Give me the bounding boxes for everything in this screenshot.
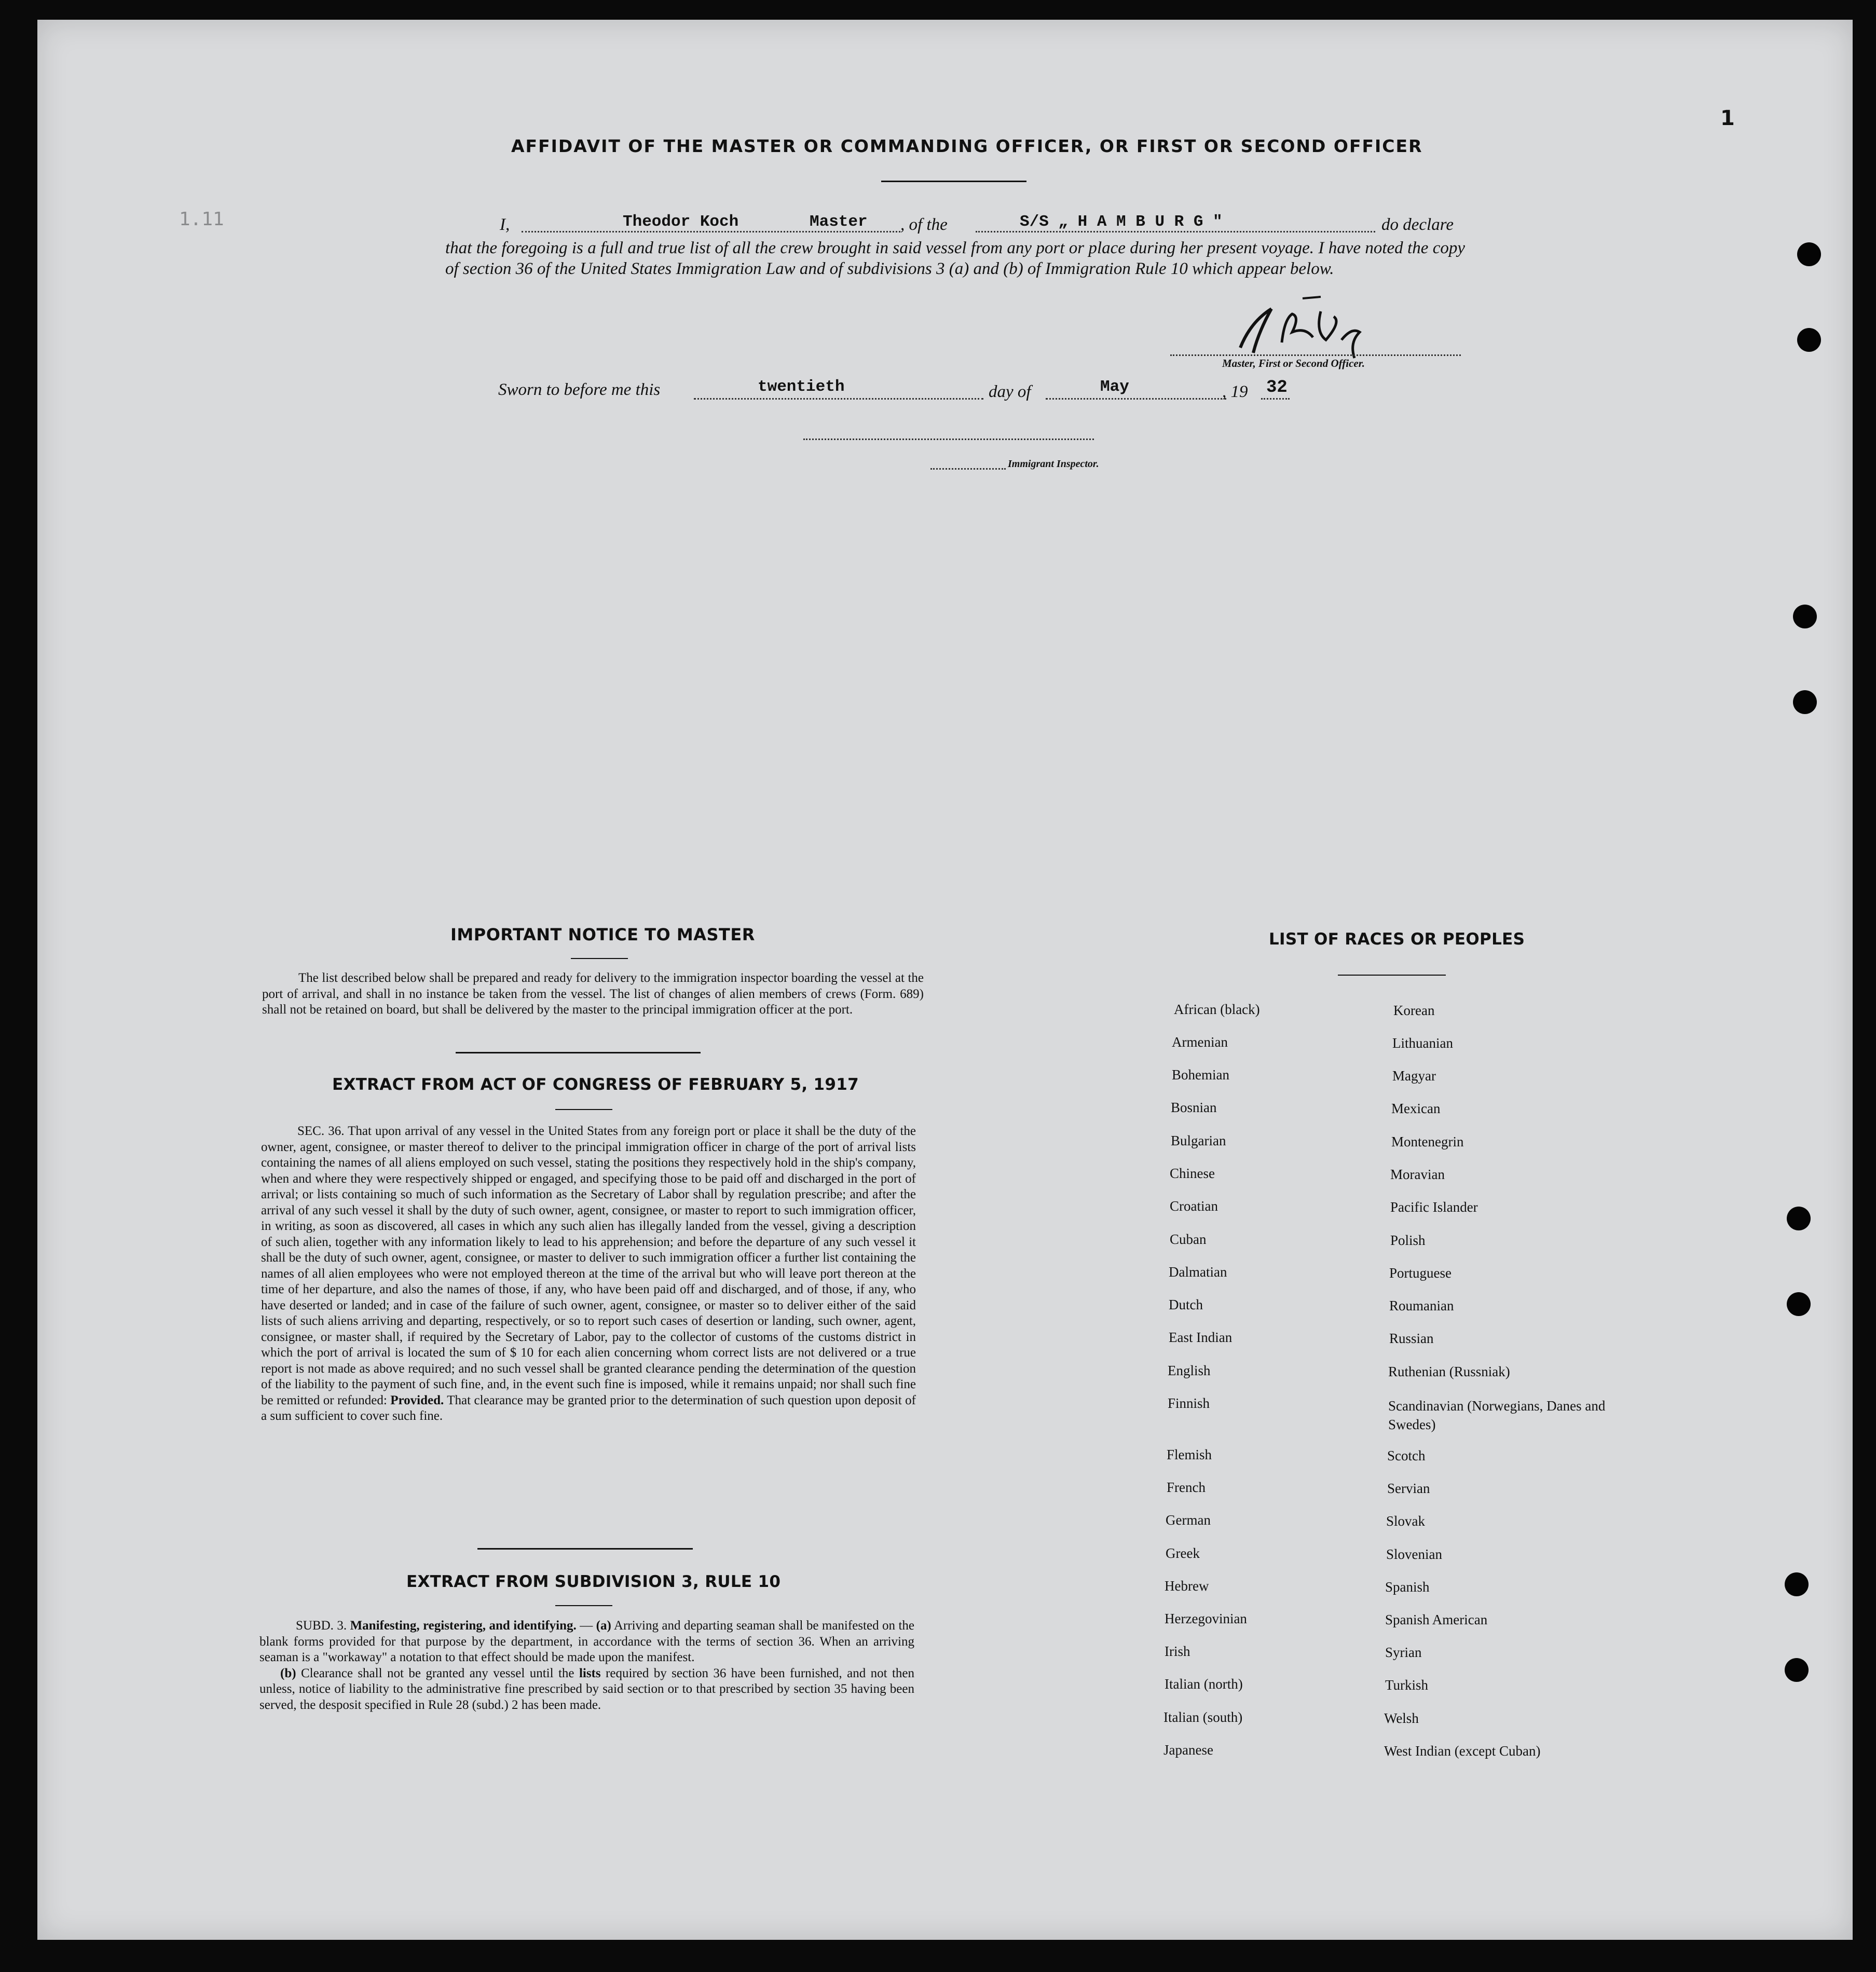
race-item: Armenian [1172,1034,1228,1050]
binder-hole [1797,242,1821,266]
race-item: Russian [1389,1331,1434,1346]
do-declare-label: do declare [1381,215,1454,234]
race-item: Mexican [1391,1101,1441,1116]
officer-signature [1222,291,1378,363]
race-item: Italian (south) [1163,1709,1243,1725]
race-item: Polish [1390,1232,1426,1248]
race-item: Syrian [1385,1645,1422,1660]
inspector-line-1 [803,439,1094,440]
rule-title: EXTRACT FROM SUBDIVISION 3, RULE 10 [406,1572,781,1591]
act-paragraph [261,1124,916,1425]
binder-hole [1793,605,1817,628]
b-text-1: Clearance shall not be granted any vessel until the [300,1666,574,1680]
race-item: Croatian [1170,1198,1218,1214]
notice-underline [571,958,628,959]
b-lists: lists [579,1666,601,1680]
act-block [261,1124,916,1425]
race-item: East Indian [1169,1330,1233,1345]
a-text: Arriving and departing seaman shall be manifested on the blank forms provided for that purpose by the department, in accordance with the terms of section 36. When an arriving seaman is a "workaway" a notation to that effect should be made upon the manifest. [259,1619,914,1664]
signature-line [1170,354,1461,356]
rule-a-paragraph [259,1618,914,1666]
officer-line [522,231,900,232]
races-title: LIST OF RACES OR PEOPLES [1269,930,1525,949]
officer-rank: Master [810,213,868,231]
race-item: Scandinavian (Norwegians, Danes and Swedes) [1388,1398,1606,1432]
race-item: Greek [1166,1545,1200,1561]
race-item: French [1167,1480,1206,1495]
race-item: Dutch [1169,1297,1203,1312]
notice-text: The list described below shall be prepared and ready for delivery to the immigration inspector boarding the vessel at the port of arrival, and shall in no instance be taken from the vessel. The list of changes of alien members of crews (Form. 689) shall not be retained on board, but shall be delivered by the master to the principal immigration officer at the port. [262,971,924,1017]
race-item: Spanish [1385,1579,1430,1595]
race-item: Cuban [1170,1231,1207,1247]
year-suffix: 32 [1266,378,1288,398]
race-item: Ruthenian (Russniak) [1388,1364,1510,1379]
race-item: Italian (north) [1165,1676,1243,1692]
subd-dash: — [576,1619,596,1633]
race-item: Herzegovinian [1165,1611,1247,1626]
inspector-line-2 [930,468,1006,470]
race-item: Turkish [1385,1677,1429,1693]
rule-underline [555,1605,612,1606]
rule-block [259,1618,914,1713]
officer-name: Theodor Koch [623,213,739,231]
year-line [1261,398,1290,400]
act-title: EXTRACT FROM ACT OF CONGRESS OF FEBRUARY 5, 1917 [332,1075,859,1094]
notice-divider [456,1052,701,1053]
b-text-2: required by section 36 have been furnished, and not then unless, notice of liability to the administrative fine prescribed by said section or to that prescribed by section 35 having been served, the desposit specified in Rule 28 (subd.) 2 has been made. [259,1666,915,1712]
race-item: Montenegrin [1391,1134,1464,1149]
binder-hole [1787,1207,1811,1230]
binder-hole [1785,1572,1809,1596]
race-item: Bosnian [1171,1100,1217,1115]
race-item: Chinese [1170,1166,1215,1181]
race-item: Flemish [1167,1447,1212,1462]
affidavit-title: AFFIDAVIT OF THE MASTER OR COMMANDING OFFICER, OR FIRST OR SECOND OFFICER [511,136,1423,156]
rule-b-paragraph [259,1666,914,1714]
race-item: Servian [1387,1481,1430,1496]
act-divider [477,1548,693,1550]
race-item: Korean [1393,1003,1435,1018]
b-label: (b) [280,1666,296,1680]
margin-stamp: 1.11 [179,209,224,230]
race-item: Finnish [1168,1395,1210,1411]
race-item: Spanish American [1385,1612,1488,1627]
day-of-label: day of [989,382,1031,401]
race-item: Slovenian [1386,1546,1442,1562]
notice-block [262,970,924,1018]
signature-caption: Master, First or Second Officer. [1222,357,1365,369]
sworn-day: twentieth [758,378,845,396]
race-item: African (black) [1174,1002,1260,1017]
sworn-day-line [694,398,983,400]
race-item: Bohemian [1172,1067,1229,1083]
vessel-name: S/S „ H A M B U R G " [1020,213,1223,231]
binder-hole [1787,1292,1811,1316]
race-item: English [1168,1363,1211,1378]
race-item: Dalmatian [1169,1264,1227,1280]
race-item: Japanese [1163,1742,1213,1758]
vessel-line [976,231,1375,232]
a-label: (a) [596,1619,611,1633]
inspector-caption: Immigrant Inspector. [1008,458,1099,470]
binder-hole [1797,328,1821,352]
act-provided: Provided. [390,1393,444,1407]
page-number-mark: 1 [1720,106,1735,130]
sworn-month-line [1046,398,1226,400]
race-item: Scotch [1387,1448,1426,1463]
sworn-label: Sworn to before me this [498,380,661,399]
year-prefix: , 19 [1222,382,1248,401]
race-item: Roumanian [1389,1298,1454,1313]
race-item: West Indian (except Cuban) [1384,1743,1541,1759]
race-item: Magyar [1392,1068,1436,1084]
act-text: SEC. 36. That upon arrival of any vessel in the United States from any foreign port or place it shall be the duty of the owner, agent, consignee, or master thereof to deliver to the principal immigration officer in charge of the port of arrival lists containing the names of all aliens employed on such vessel, stating the positions they respectively hold in the ship's company, when and where they were respectively shipped or engaged, and specifying those to be paid off and discharged in the port of arrival; or lists containing so much of such information as the Secretary of Labor shall by regulation prescribe; and after the arrival of any such vessel it shall by the duty of such owner, agent, consignee, or master to report to such immigration officer, in writing, as soon as discovered, all cases in which any such alien has illegally landed from the vessel, giving a description of such alien, together with any information likely to lead to his apprehension; and before the departure of any such vessel it shall be the duty of such owner, agent, consignee, or master to deliver to such immigration officer a further list containing the names of all alien employees who were not employed thereon at the time of the arrival but who will leave port thereon at the time of her departure, and also the names of those, if any, who have been paid off and discharged, and of those, if any, who have deserted or landed; and in case of the failure of such owner, agent, consignee, or master so to deliver either of the said lists of such aliens arriving and departing, respectively, or so to report such cases of desertion or landing, such owner, agent, consignee, or master shall, if required by the Secretary of Labor, pay to the collector of customs of the customs district in which the port of arrival is located the sum of $ 10 for each alien concerning whom correct lists are not delivered or a true report is not made as above required; and no such vessel shall be granted clearance pending the determination of the question of the liability to the payment of such fine, and, in the event such fine is imposed, while it remains unpaid; nor shall such fine be remitted or refunded: [261,1124,916,1407]
notice-title: IMPORTANT NOTICE TO MASTER [450,925,755,944]
affidavit-body: that the foregoing is a full and true list of all the crew brought in said vessel from any port or place during her present voyage. I have noted the copy of section 36 of the United States Immigration Law and of subdivisions 3 (a) and (b) of Immigration Rule 10 which appear below. [445,239,1465,278]
binder-hole [1785,1658,1809,1682]
race-item: Portuguese [1389,1265,1451,1281]
title-underline [881,181,1026,182]
race-item: Lithuanian [1392,1035,1453,1051]
sworn-month: May [1100,378,1129,396]
binder-hole [1793,690,1817,714]
i-label: I, [500,215,510,234]
races-underline [1338,975,1446,976]
act-underline [555,1109,612,1110]
subd-heading: Manifesting, registering, and identifying. [350,1619,577,1633]
race-item: German [1166,1512,1211,1528]
of-the-label: , of the [900,215,948,234]
race-item: Welsh [1384,1710,1419,1726]
race-item: Irish [1165,1644,1190,1659]
act-text-after: That clearance may be granted prior to the determination of such question upon deposit of a sum sufficient to cover such fine. [261,1393,916,1423]
race-item: Pacific Islander [1390,1199,1478,1215]
race-item: Slovak [1386,1513,1426,1529]
race-item: Bulgarian [1171,1133,1226,1148]
subd-label: SUBD. 3. [296,1619,347,1633]
race-item: Hebrew [1165,1578,1209,1594]
race-item: Moravian [1390,1167,1445,1182]
